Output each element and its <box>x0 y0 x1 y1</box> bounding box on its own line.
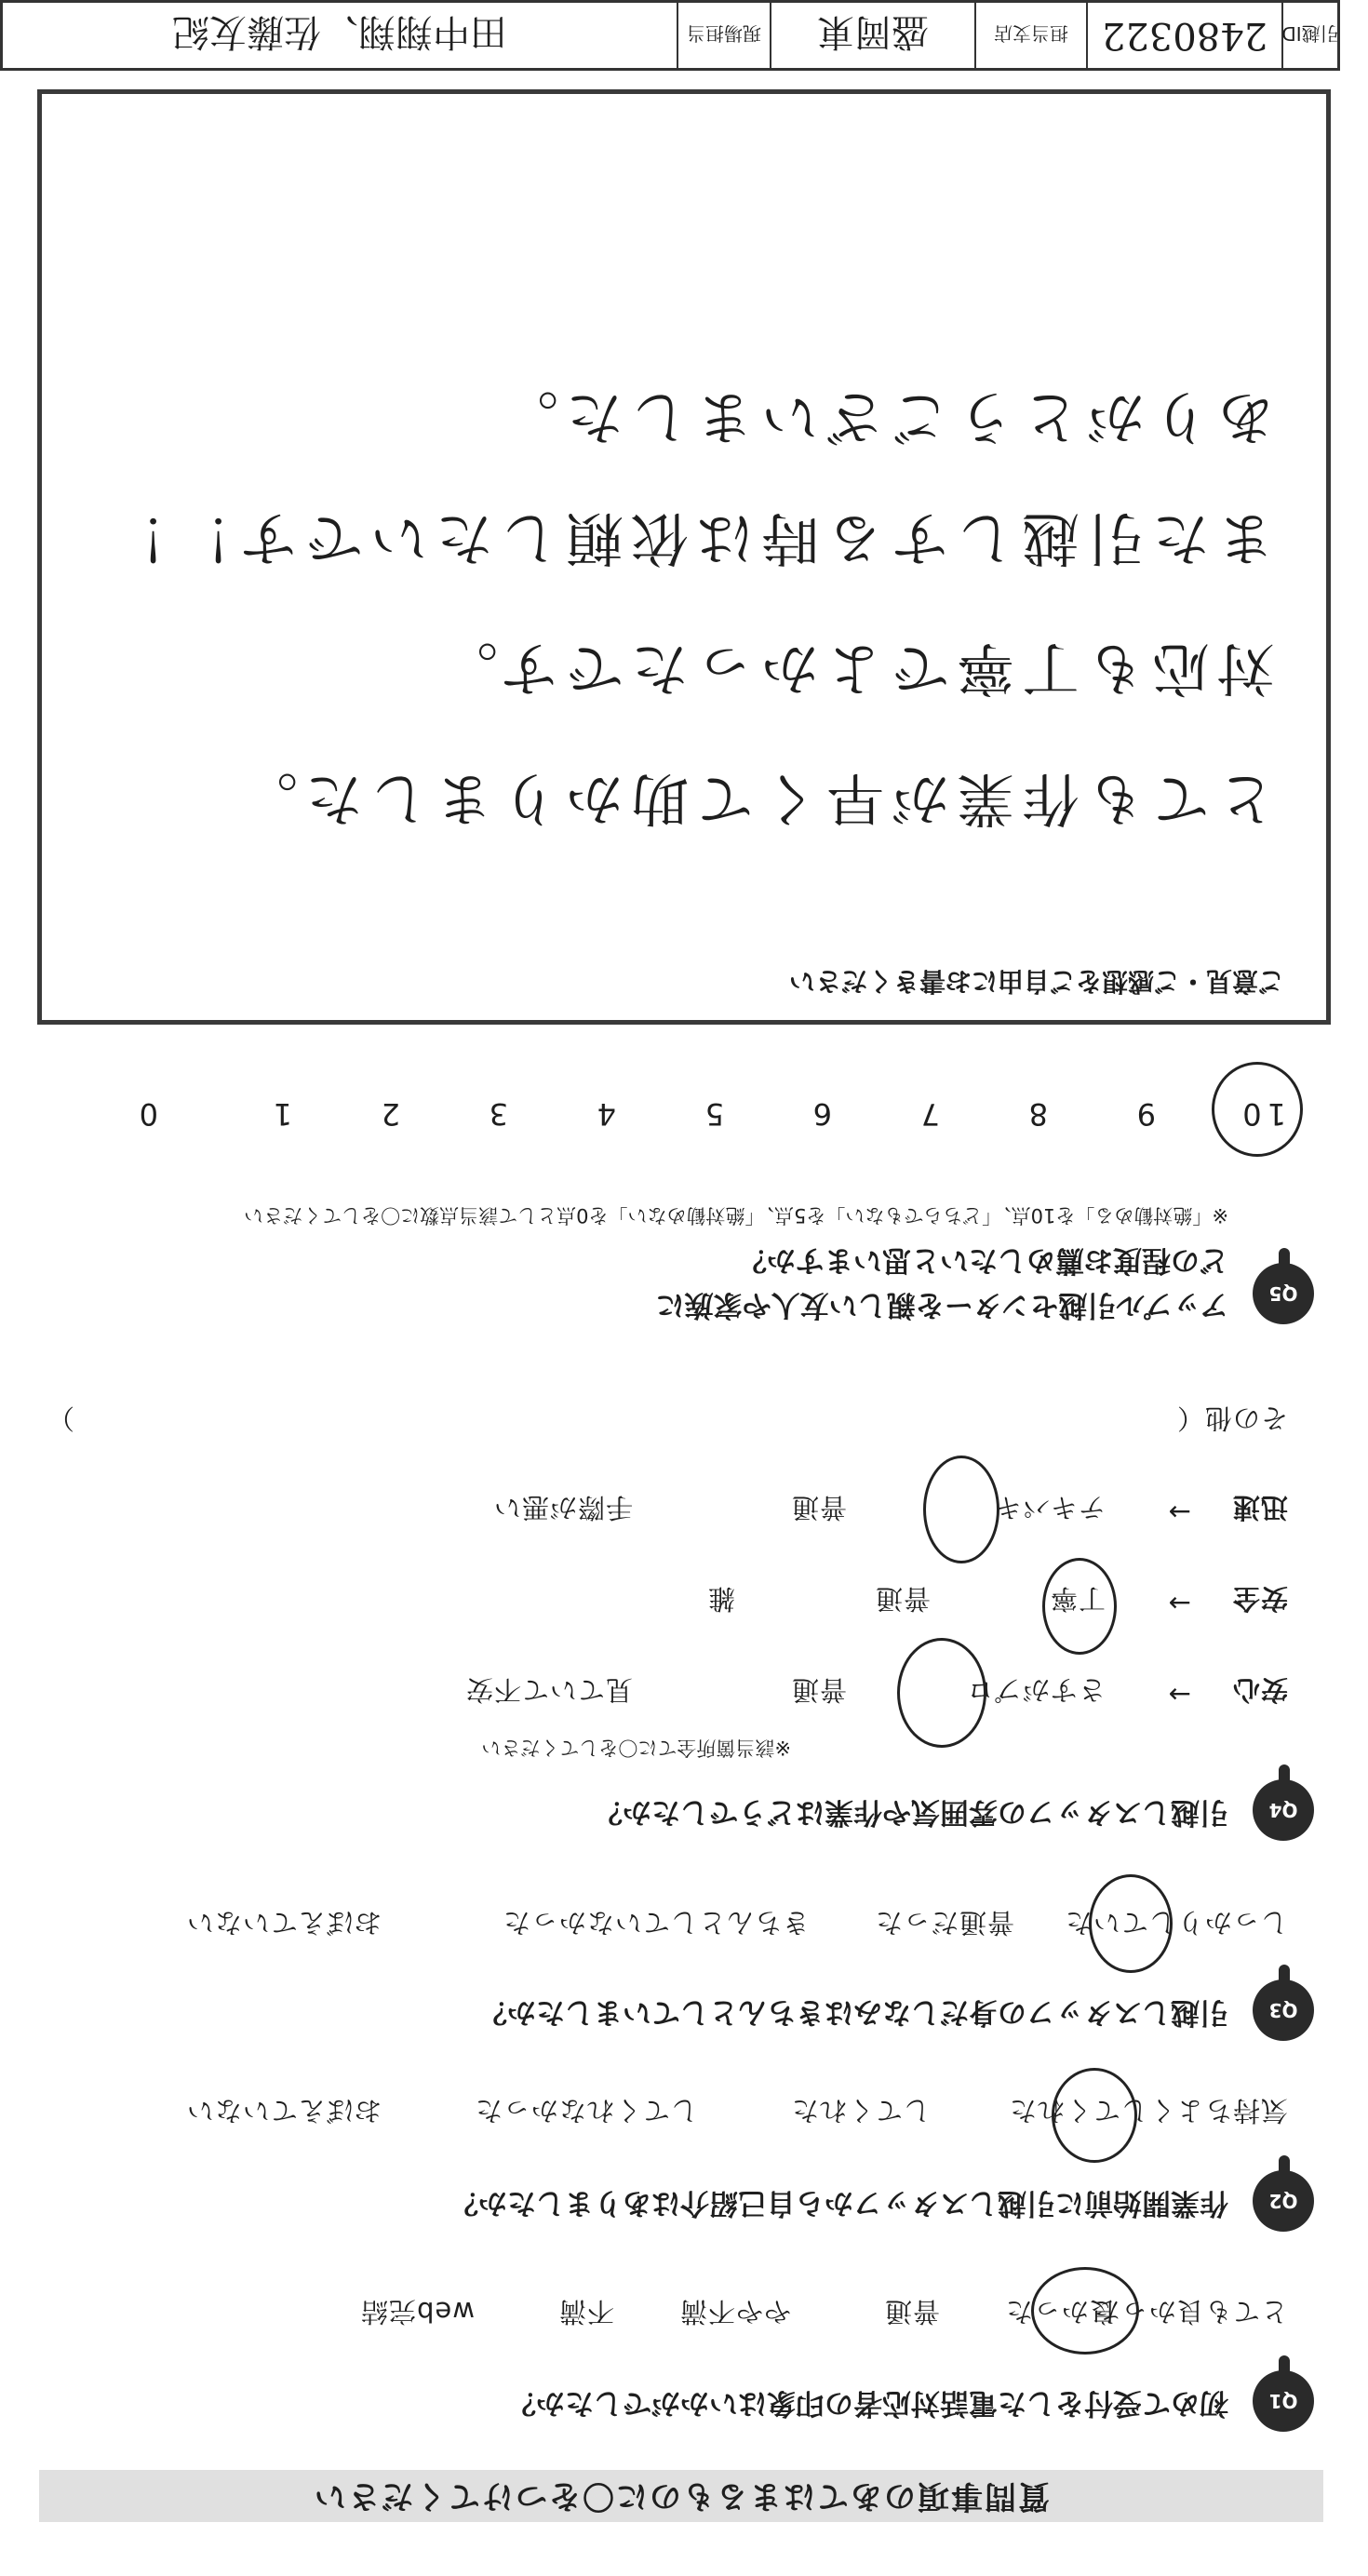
header-staff-label: 現場担当 <box>687 22 761 46</box>
comment-line-2: 対応も丁寧でよかったです。 <box>432 635 1275 703</box>
q1-selected-circle <box>1031 2267 1139 2355</box>
q4-option-anshin-normal[interactable]: 普通 <box>790 1674 847 1706</box>
q3-option-not-neat[interactable]: きちんとしていなかった <box>502 1907 810 1939</box>
q4-option-brisk[interactable]: テキパキ <box>993 1492 1106 1523</box>
q4-anzen-selected-circle <box>1042 1558 1117 1655</box>
q5-score-4[interactable]: 4 <box>591 1096 616 1132</box>
q1-question: 初めて受付をした電話対応者の印象はいかがでしたか？ <box>507 2386 1228 2420</box>
q4-option-jinsoku-normal[interactable]: 普通 <box>790 1492 847 1523</box>
q1-option-normal[interactable]: 普通 <box>883 2296 940 2328</box>
q3-icon: Q3 <box>1253 1979 1314 2041</box>
q2-option-pleasant[interactable]: 気持ちよくしてくれた <box>1008 2095 1288 2127</box>
q1-option-good[interactable]: 良かった <box>1004 2296 1117 2328</box>
q2-selected-circle <box>1052 2068 1137 2163</box>
q4-icon: Q4 <box>1253 1779 1314 1841</box>
q3-option-neat[interactable]: しっかりしていた <box>1064 1907 1288 1939</box>
header-table <box>0 0 1340 71</box>
instruction-banner-text: 質問事項のあてはまるものに〇をつけてください <box>313 2477 1050 2515</box>
header-branch-label: 担当支店 <box>994 22 1068 46</box>
q3-option-normal[interactable]: 普通だった <box>874 1907 1014 1939</box>
q4-question: 引越しスタッフの雰囲気や作業はどうでしたか？ <box>594 1795 1228 1829</box>
comment-line-4: ありがとうございました。 <box>492 383 1275 451</box>
q4-row-label-anshin: 安心 <box>1231 1674 1288 1706</box>
q5-score-7[interactable]: 7 <box>915 1096 940 1132</box>
q4-row-label-jinsoku: 迅速 <box>1231 1492 1288 1523</box>
q2-option-did-not[interactable]: してくれなかった <box>474 2095 698 2127</box>
q5-icon: Q5 <box>1253 1263 1314 1324</box>
q2-question: 作業開始前に引越しスタッフから自己紹介はありましたか？ <box>449 2186 1228 2220</box>
q1-option-web[interactable]: web完結 <box>360 2296 475 2328</box>
q5-score-9[interactable]: 9 <box>1131 1096 1156 1132</box>
q3-selected-circle <box>1089 1874 1173 1973</box>
header-branch-label-cell <box>974 3 1086 68</box>
q4-option-uneasy[interactable]: 見ていて不安 <box>464 1674 633 1706</box>
q5-question-line2: どの程度お薦めしたいと思いますか？ <box>738 1243 1228 1277</box>
q5-selected-circle <box>1212 1062 1303 1157</box>
q5-score-1[interactable]: 1 <box>267 1096 292 1132</box>
header-branch-value-cell <box>770 3 974 68</box>
q3-option-dont-remember[interactable]: おぼえていない <box>185 1907 382 1939</box>
q1-option-dissatisfied[interactable]: 不満 <box>557 2296 614 2328</box>
q5-score-2[interactable]: 2 <box>375 1096 400 1132</box>
q2-icon: Q2 <box>1253 2170 1314 2232</box>
q5-score-8[interactable]: 8 <box>1023 1096 1048 1132</box>
header-staff-value-cell <box>3 3 677 68</box>
q4-row-label-anzen: 安全 <box>1231 1583 1288 1615</box>
q4-note: ※該当箇所全てに〇をしてください <box>481 1737 791 1759</box>
q5-score-6[interactable]: 6 <box>807 1096 832 1132</box>
q3-question: 引越しスタッフの身だしなみはきちんとしていましたか？ <box>478 1995 1228 2029</box>
header-id-label-cell <box>1281 3 1337 68</box>
q5-score-0[interactable]: 0 <box>133 1096 158 1132</box>
q4-row-arrow-anshin: → <box>1167 1679 1191 1711</box>
q4-other-label: その他（ <box>1175 1402 1288 1434</box>
q4-other-close: ） <box>46 1402 74 1434</box>
q4-option-anzen-normal[interactable]: 普通 <box>874 1583 931 1615</box>
q4-option-rough[interactable]: 雑 <box>706 1583 735 1615</box>
q4-row-arrow-anzen: → <box>1167 1588 1191 1619</box>
header-id-label: 引越ID <box>1281 22 1339 46</box>
header-branch-value: 盛岡東 <box>817 10 929 54</box>
comment-line-1: とても作業が早くて助かりました。 <box>232 765 1275 833</box>
q2-option-dont-remember[interactable]: おぼえていない <box>185 2095 382 2127</box>
q1-option-slightly-dissatisfied[interactable]: やや不満 <box>678 2296 791 2328</box>
q1-icon: Q1 <box>1253 2370 1314 2432</box>
q4-row-arrow-jinsoku: → <box>1167 1496 1191 1528</box>
q5-score-10[interactable]: 10 <box>1237 1096 1286 1132</box>
header-id-value-cell <box>1086 3 1281 68</box>
q4-jinsoku-selected-circle <box>923 1456 999 1563</box>
q5-question-line1: アップル引越センターを親しい友人や家族に <box>655 1288 1228 1322</box>
q4-option-careful[interactable]: 丁寧 <box>1049 1583 1106 1615</box>
q5-note: ※「絶対勧める」を10点、「どちらでもない」を5点、「絶対勧めない」を0点として該当点数に〇をしてください <box>244 1204 1228 1227</box>
q1-option-very-good[interactable]: とても良かった <box>1092 2296 1288 2328</box>
q4-option-pro[interactable]: さすがプロ <box>965 1674 1106 1706</box>
comment-line-3: また引越しする時は依頼したいです！！ <box>101 504 1275 572</box>
q4-anshin-selected-circle <box>897 1638 986 1748</box>
q5-score-3[interactable]: 3 <box>483 1096 508 1132</box>
header-staff-value: 田中翔翔、佐藤友紀 <box>172 10 507 54</box>
q2-option-did[interactable]: してくれた <box>790 2095 931 2127</box>
q4-option-clumsy[interactable]: 手際が悪い <box>492 1492 633 1523</box>
comment-box-title: ご意見・ご感想をご自由にお書きください <box>788 966 1284 997</box>
header-id-value: 2480322 <box>1101 14 1268 57</box>
header-staff-label-cell <box>677 3 770 68</box>
q5-score-5[interactable]: 5 <box>699 1096 724 1132</box>
